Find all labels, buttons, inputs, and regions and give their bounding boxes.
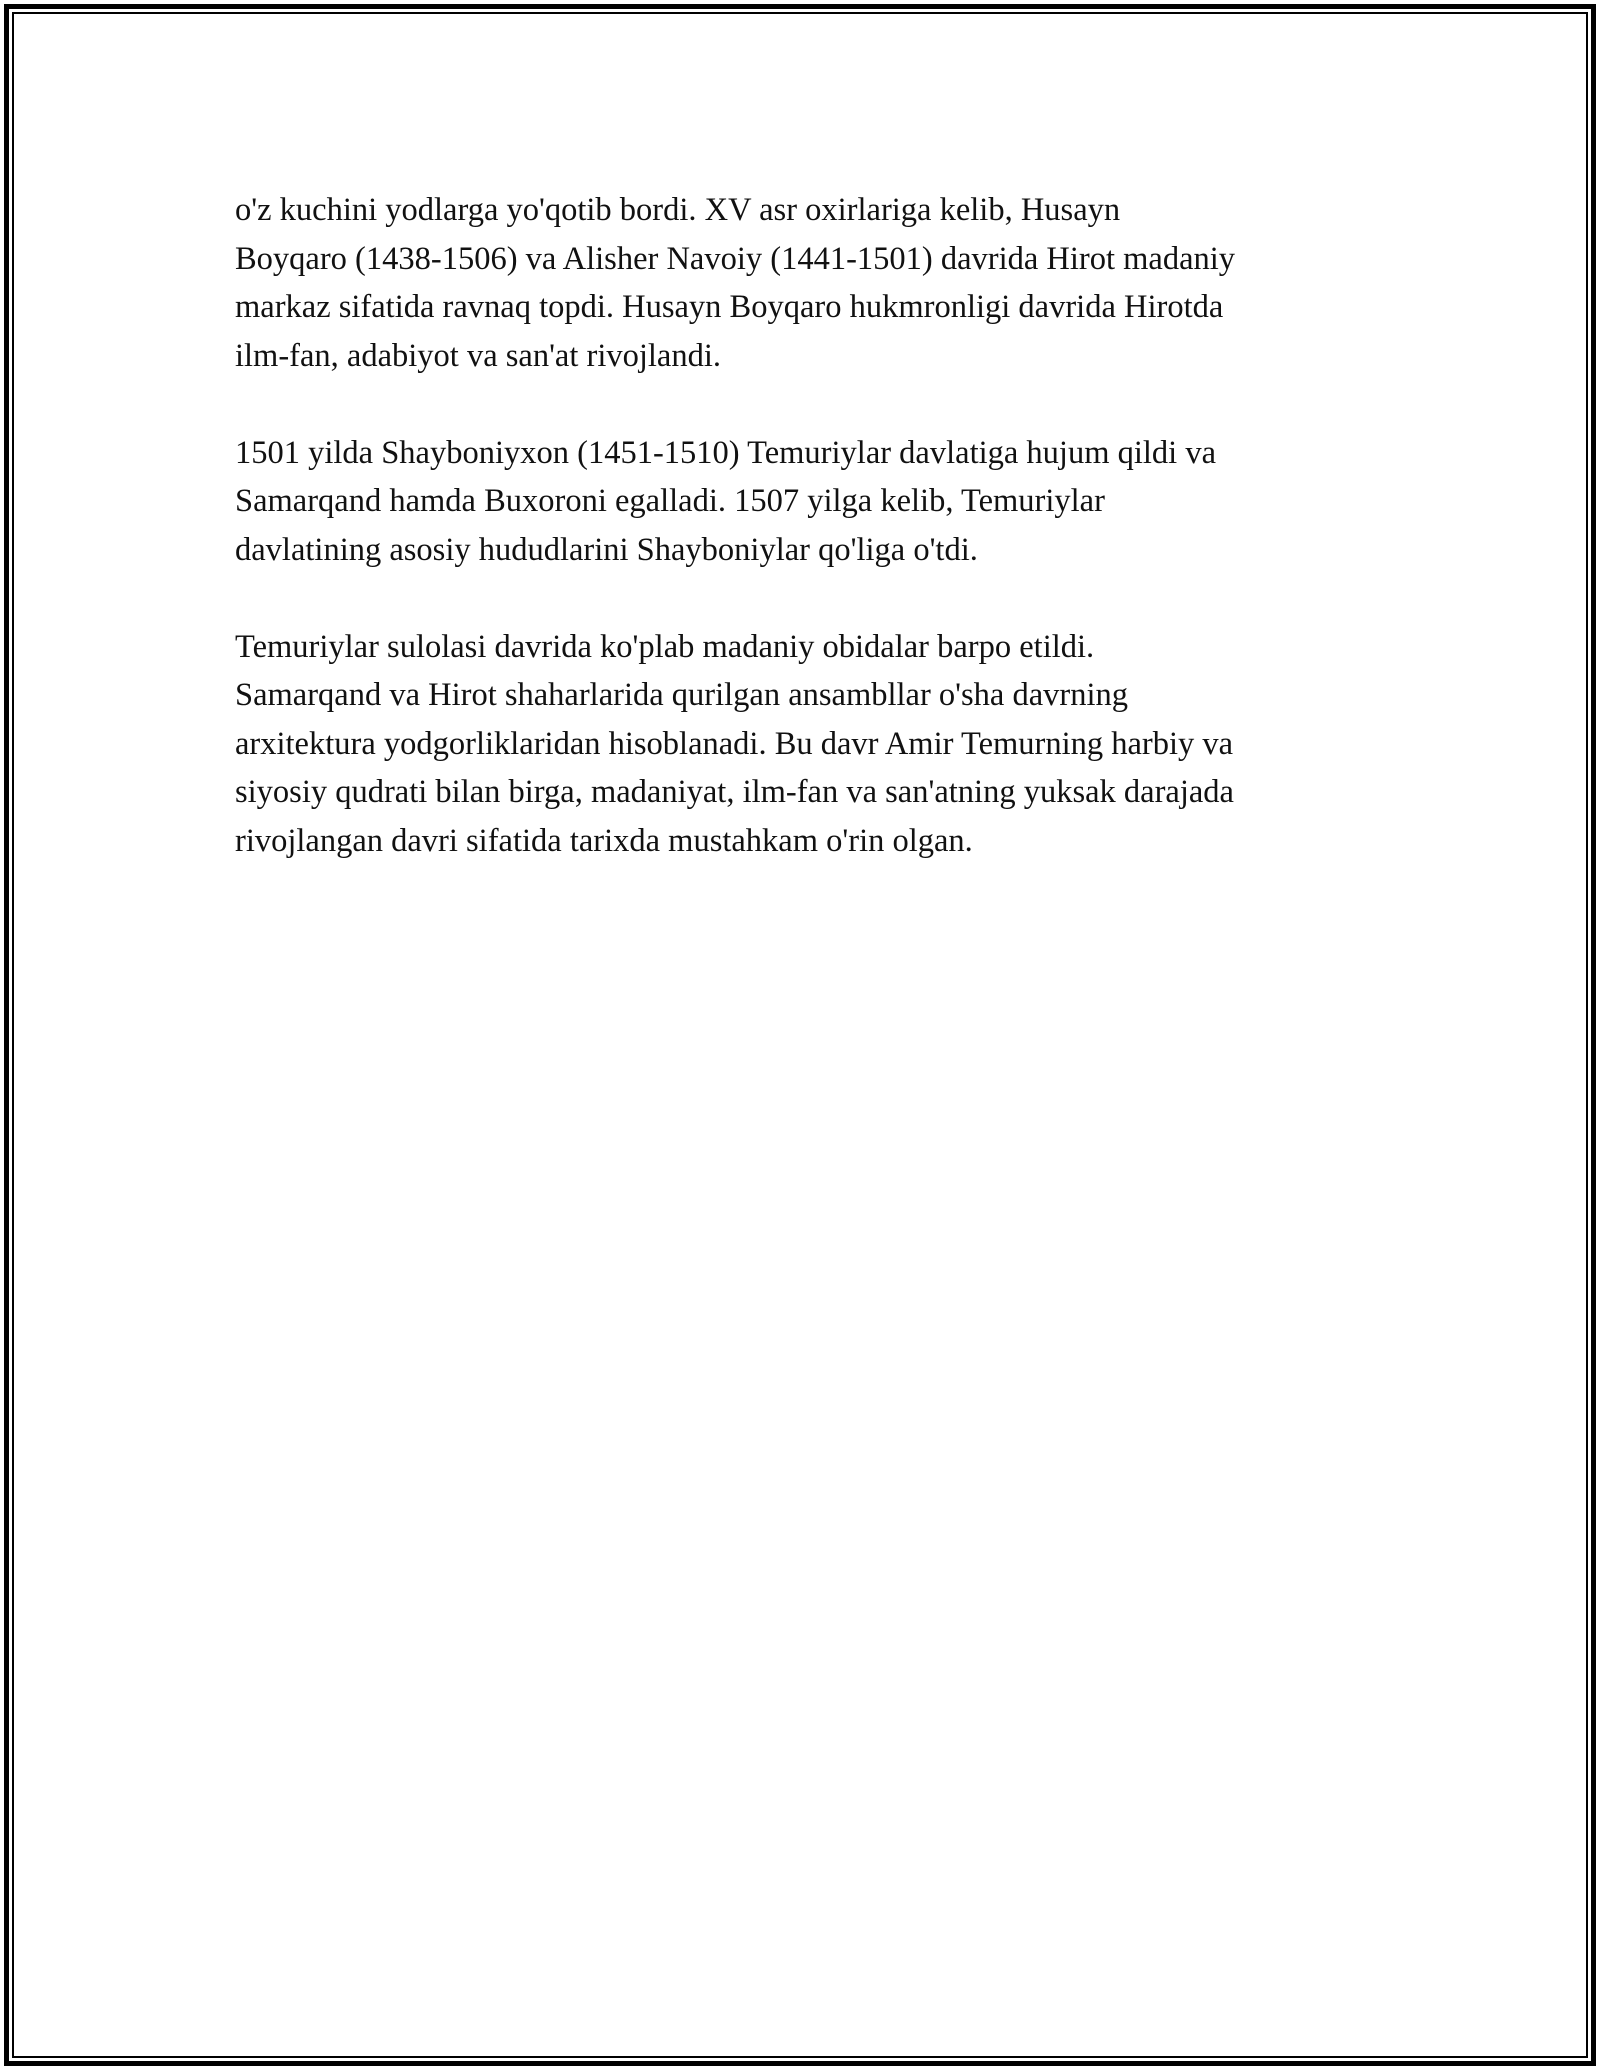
- text-line: markaz sifatida ravnaq topdi. Husayn Boyqaro hukmronligi davrida Hirotda: [235, 289, 1224, 325]
- text-line: o'z kuchini yodlarga yo'qotib bordi. XV asr oxirlariga kelib, Husayn: [235, 192, 1121, 228]
- text-line: arxitektura yodgorliklaridan hisoblanadi. Bu davr Amir Temurning harbiy va: [235, 725, 1234, 762]
- text-line: 1501 yilda Shayboniyxon (1451-1510) Temuriylar davlatiga hujum qildi va: [235, 434, 1216, 471]
- text-line: davlatining asosiy hududlarini Shayboniylar qo'liga o'tdi.: [235, 531, 978, 568]
- text-line: siyosiy qudrati bilan birga, madaniyat, ilm-fan va san'atning yuksak darajada: [235, 774, 1234, 810]
- paragraph-2: [235, 429, 1385, 575]
- document-body: [235, 186, 1385, 914]
- text-line: rivojlangan davri sifatida tarixda mustahkam o'rin olgan.: [235, 822, 973, 859]
- paragraph-3: [235, 623, 1385, 866]
- text-line: Samarqand hamda Buxoroni egalladi. 1507 yilga kelib, Temuriylar: [235, 483, 1105, 519]
- paragraph-1: [235, 186, 1385, 380]
- text-line: Samarqand va Hirot shaharlarida qurilgan ansambllar o'sha davrning: [235, 677, 1129, 713]
- text-line: Boyqaro (1438-1506) va Alisher Navoiy (1441-1501) davrida Hirot madaniy: [235, 240, 1236, 277]
- text-line: ilm-fan, adabiyot va san'at rivojlandi.: [235, 337, 721, 374]
- text-line: Temuriylar sulolasi davrida ko'plab madaniy obidalar barpo etildi.: [235, 628, 1095, 665]
